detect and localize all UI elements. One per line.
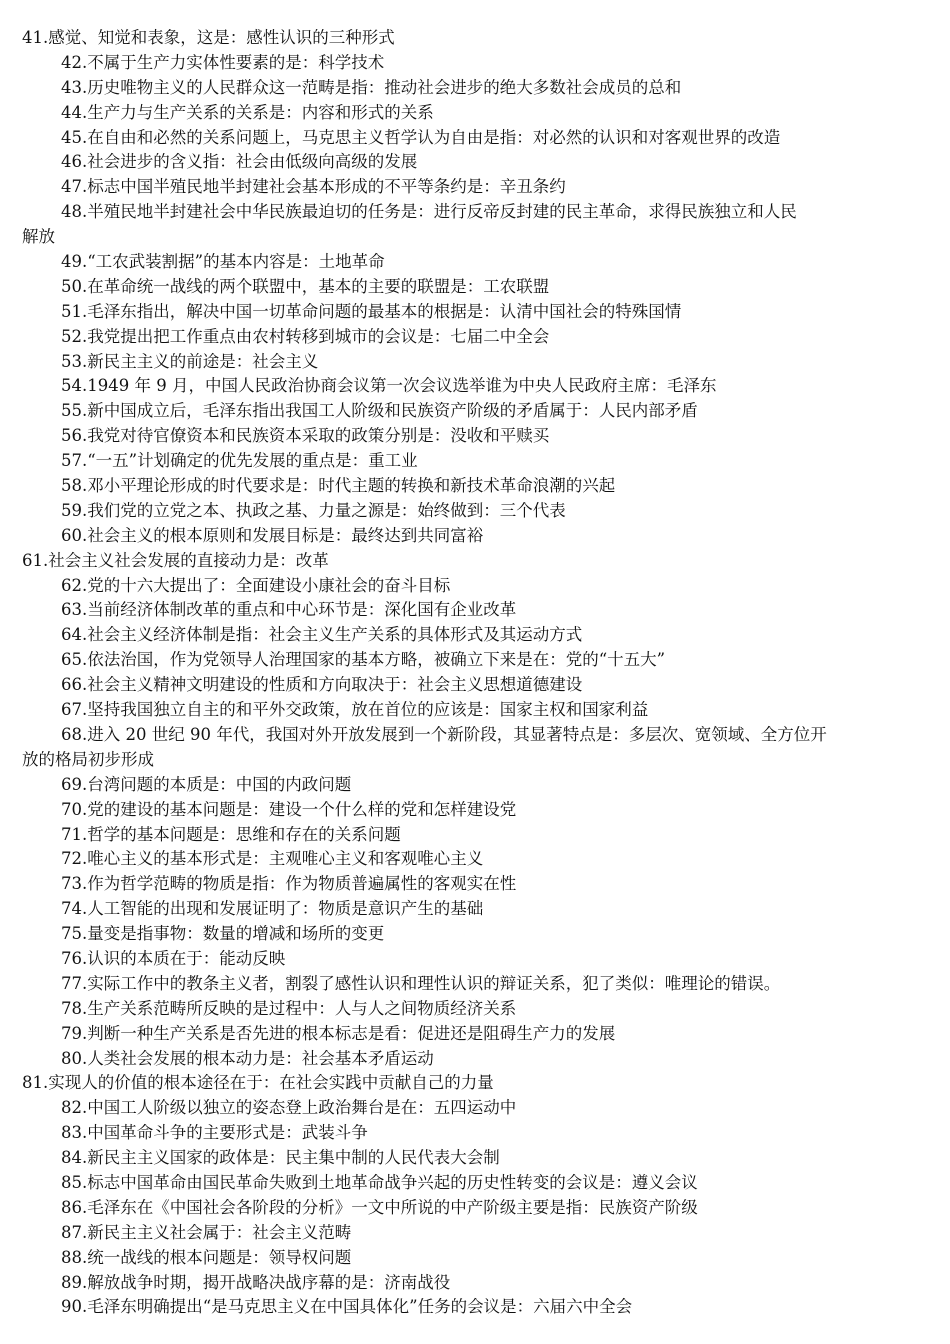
document-page <box>0 26 950 1320</box>
document-line: 放的格局初步形成 <box>22 749 154 769</box>
document-line: 65.依法治国，作为党领导人治理国家的基本方略，被确立下来是在：党的“十五大” <box>61 650 666 670</box>
document-line: 51.毛泽东指出，解决中国一切革命问题的最基本的根据是：认清中国社会的特殊国情 <box>61 301 682 321</box>
document-line: 72.唯心主义的基本形式是：主观唯心主义和客观唯心主义 <box>61 849 484 869</box>
document-line: 80.人类社会发展的根本动力是：社会基本矛盾运动 <box>61 1048 434 1068</box>
document-line: 64.社会主义经济体制是指：社会主义生产关系的具体形式及其运动方式 <box>61 625 583 645</box>
document-line: 42.不属于生产力实体性要素的是：科学技术 <box>61 52 385 72</box>
document-line: 68.进入 20 世纪 90 年代，我国对外开放发展到一个新阶段，其显著特点是：多层次、宽领域、全方位开 <box>61 724 827 744</box>
document-line: 89.解放战争时期，揭开战略决战序幕的是：济南战役 <box>61 1272 451 1292</box>
document-line: 50.在革命统一战线的两个联盟中，基本的主要的联盟是：工农联盟 <box>61 276 550 296</box>
document-line: 66.社会主义精神文明建设的性质和方向取决于：社会主义思想道德建设 <box>61 675 583 695</box>
document-line: 49.“工农武装割据”的基本内容是：土地革命 <box>61 252 385 272</box>
document-line: 59.我们党的立党之本、执政之基、力量之源是：始终做到：三个代表 <box>61 500 566 520</box>
document-line: 78.生产关系范畴所反映的是过程中：人与人之间物质经济关系 <box>61 998 517 1018</box>
document-line: 69.台湾问题的本质是：中国的内政问题 <box>61 774 352 794</box>
document-line: 46.社会进步的含义指：社会由低级向高级的发展 <box>61 152 418 172</box>
document-line: 79.判断一种生产关系是否先进的根本标志是看：促进还是阻碍生产力的发展 <box>61 1023 616 1043</box>
document-line: 57.“一五”计划确定的优先发展的重点是：重工业 <box>61 451 418 471</box>
document-line: 41.感觉、知觉和表象，这是：感性认识的三种形式 <box>22 28 395 47</box>
document-line: 67.坚持我国独立自主的和平外交政策，放在首位的应该是：国家主权和国家利益 <box>61 700 649 720</box>
document-line: 74.人工智能的出现和发展证明了：物质是意识产生的基础 <box>61 899 484 919</box>
document-line: 85.标志中国革命由国民革命失败到土地革命战争兴起的历史性转变的会议是：遵义会议 <box>61 1172 698 1192</box>
document-line: 62.党的十六大提出了：全面建设小康社会的奋斗目标 <box>61 575 451 595</box>
document-line: 60.社会主义的根本原则和发展目标是：最终达到共同富裕 <box>61 525 484 545</box>
document-line: 88.统一战线的根本问题是：领导权问题 <box>61 1247 352 1267</box>
document-line: 81.实现人的价值的根本途径在于：在社会实践中贡献自己的力量 <box>22 1073 494 1093</box>
document-line: 90.毛泽东明确提出“是马克思主义在中国具体化”任务的会议是：六届六中全会 <box>61 1297 633 1317</box>
document-line: 84.新民主主义国家的政体是：民主集中制的人民代表大会制 <box>61 1148 500 1168</box>
document-line: 83.中国革命斗争的主要形式是：武装斗争 <box>61 1123 368 1143</box>
document-line: 53.新民主主义的前途是：社会主义 <box>61 351 319 371</box>
document-line: 82.中国工人阶级以独立的姿态登上政治舞台是在：五四运动中 <box>61 1098 517 1118</box>
document-line: 61.社会主义社会发展的直接动力是：改革 <box>22 550 329 570</box>
document-line: 解放 <box>22 227 55 247</box>
document-line: 71.哲学的基本问题是：思维和存在的关系问题 <box>61 824 401 844</box>
document-line: 56.我党对待官僚资本和民族资本采取的政策分别是：没收和平赎买 <box>61 426 550 446</box>
document-line: 63.当前经济体制改革的重点和中心环节是：深化国有企业改革 <box>61 600 517 620</box>
document-line: 48.半殖民地半封建社会中华民族最迫切的任务是：进行反帝反封建的民主革命，求得民族独立和人民 <box>61 202 797 222</box>
document-line: 55.新中国成立后，毛泽东指出我国工人阶级和民族资产阶级的矛盾属于：人民内部矛盾 <box>61 401 698 421</box>
document-line: 52.我党提出把工作重点由农村转移到城市的会议是：七届二中全会 <box>61 326 550 346</box>
document-line: 43.历史唯物主义的人民群众这一范畴是指：推动社会进步的绝大多数社会成员的总和 <box>61 77 682 97</box>
document-line: 75.量变是指事物：数量的增减和场所的变更 <box>61 924 385 944</box>
document-line: 87.新民主主义社会属于：社会主义范畴 <box>61 1222 352 1242</box>
document-line: 47.标志中国半殖民地半封建社会基本形成的不平等条约是：辛丑条约 <box>61 177 566 197</box>
document-line: 58.邓小平理论形成的时代要求是：时代主题的转换和新技术革命浪潮的兴起 <box>61 476 616 496</box>
document-line: 44.生产力与生产关系的关系是：内容和形式的关系 <box>61 102 434 122</box>
document-line: 76.认识的本质在于：能动反映 <box>61 948 286 968</box>
document-line: 86.毛泽东在《中国社会各阶段的分析》一文中所说的中产阶级主要是指：民族资产阶级 <box>61 1197 698 1217</box>
document-line: 54.1949 年 9 月，中国人民政治协商会议第一次会议选举谁为中央人民政府主席：毛泽东 <box>61 376 717 396</box>
document-line: 73.作为哲学范畴的物质是指：作为物质普遍属性的客观实在性 <box>61 874 517 894</box>
document-line: 45.在自由和必然的关系问题上，马克思主义哲学认为自由是指：对必然的认识和对客观世界的改造 <box>61 127 781 147</box>
document-line: 70.党的建设的基本问题是：建设一个什么样的党和怎样建设党 <box>61 799 517 819</box>
document-line: 77.实际工作中的教条主义者，割裂了感性认识和理性认识的辩证关系，犯了类似：唯理论的错误。 <box>61 973 781 993</box>
